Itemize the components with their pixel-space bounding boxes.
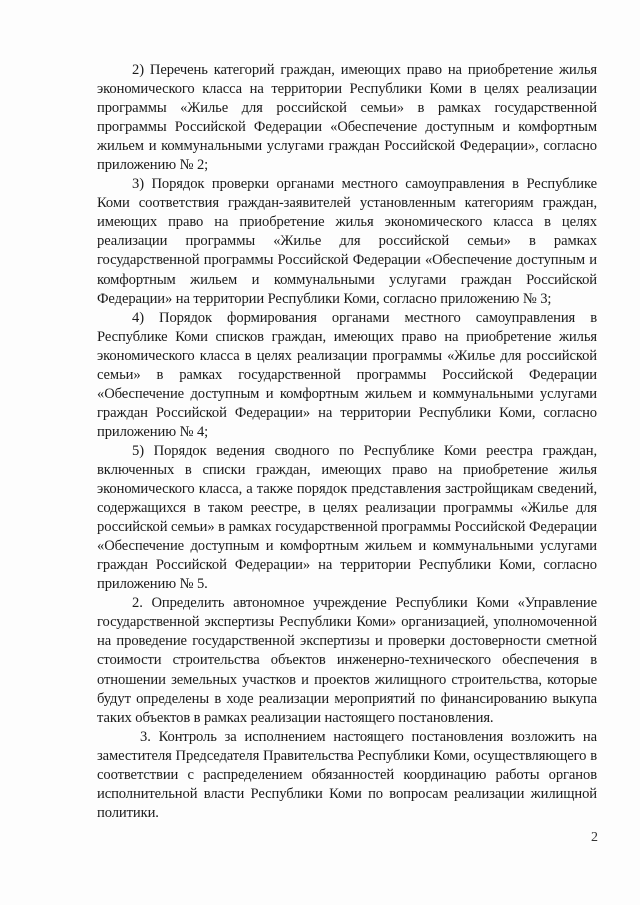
page-number: 2: [591, 830, 598, 845]
document-body: [97, 61, 597, 823]
paragraph-clause-3: 3. Контроль за исполнением настоящего постановления возложить на заместителя Председателя Правительства Республики Коми, осуществляющего в соответствии с распределением обязанностей координацию работы органов исполнительной власти Республики Коми по вопросам реализации жилищной политики.: [97, 728, 597, 821]
paragraph-item-5: 5) Порядок ведения сводного по Республике Коми реестра граждан, включенных в списки граждан, имеющих право на приобретение жилья экономического класса, а также порядок представления застройщикам сведений, содержащихся в таком реестре, в целях реализации программы «Жилье для российской семьи» в рамках государственной программы Российской Федерации «Обеспечение доступным и комфортным жильем и коммунальными услугами граждан Российской Федерации» на территории Республики Коми, согласно приложению № 5.: [97, 442, 597, 593]
paragraph-item-4: 4) Порядок формирования органами местного самоуправления в Республике Коми списков граждан, имеющих право на приобретение жилья экономического класса в целях реализации программы «Жилье для российской семьи» в рамках государственной программы Российской Федерации «Обеспечение доступным и комфортным жильем и коммунальными услугами граждан Российской Федерации» на территории Республики Коми, согласно приложению № 4;: [97, 309, 597, 440]
paragraph-item-2: 2) Перечень категорий граждан, имеющих право на приобретение жилья экономического класса на территории Республики Коми в целях реализации программы «Жилье для российской семьи» в рамках государственной программы Российской Федерации «Обеспечение доступным и комфортным жильем и коммунальными услугами граждан Российской Федерации», согласно приложению № 2;: [97, 62, 597, 174]
paragraph-clause-2: 2. Определить автономное учреждение Республики Коми «Управление государственной экспертизы Республики Коми» организацией, уполномоченной на проведение государственной экспертизы и проверки достоверности сметной стоимости строительства объектов инженерно-технического обеспечения в отношении земельных участков и проектов жилищного строительства, которые будут определены в ходе реализации мероприятий по финансированию выкупа таких объектов в рамках реализации настоящего постановления.: [97, 595, 597, 726]
paragraph-item-3: 3) Порядок проверки органами местного самоуправления в Республике Коми соответствия граждан-заявителей установленным категориям граждан, имеющих право на приобретение жилья экономического класса в целях реализации программы «Жилье для российской семьи» в рамках государственной программы Российской Федерации «Обеспечение доступным и комфортным жильем и коммунальными услугами граждан Российской Федерации» на территории Республики Коми, согласно приложению № 3;: [97, 176, 597, 307]
